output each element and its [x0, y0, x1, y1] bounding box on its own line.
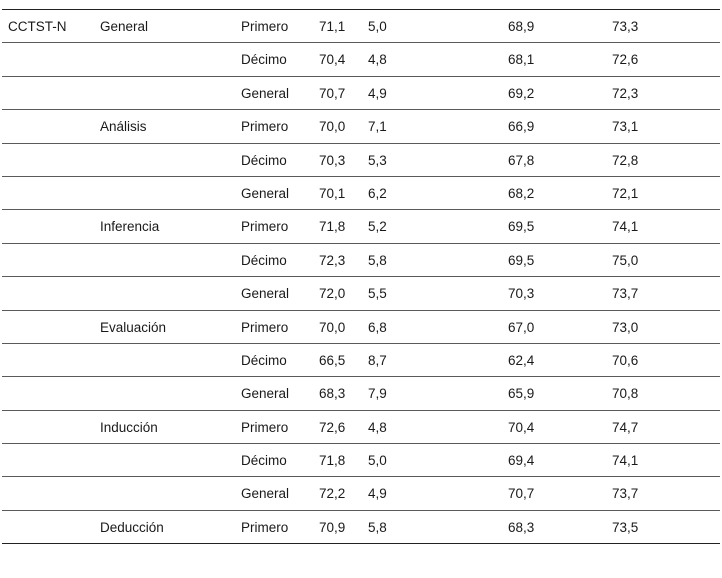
ci-high-cell: 72,3 [612, 85, 639, 101]
ci-high-cell: 72,6 [612, 52, 639, 68]
mean-cell: 70,9 [319, 519, 346, 535]
group-cell: Décimo [241, 352, 287, 368]
sd-cell: 7,1 [368, 119, 387, 135]
table-row [2, 277, 720, 310]
table-row [2, 177, 720, 210]
mean-cell: 70,0 [319, 319, 346, 335]
ci-low-cell: 67,8 [508, 152, 535, 168]
group-cell: Primero [241, 119, 289, 135]
ci-high-cell: 73,5 [612, 519, 639, 535]
sd-cell: 5,2 [368, 219, 387, 235]
mean-cell: 70,1 [319, 185, 346, 201]
sd-cell: 5,8 [368, 252, 387, 268]
group-cell: Primero [241, 519, 289, 535]
table-row [2, 377, 720, 410]
sd-cell: 5,0 [368, 453, 387, 469]
ci-high-cell: 72,8 [612, 152, 639, 168]
group-cell: Primero [241, 419, 289, 435]
sd-cell: 8,7 [368, 352, 387, 368]
ci-low-cell: 70,3 [508, 286, 535, 302]
mean-cell: 72,2 [319, 486, 346, 502]
ci-high-cell: 70,6 [612, 352, 639, 368]
sd-cell: 4,8 [368, 52, 387, 68]
ci-high-cell: 73,7 [612, 286, 639, 302]
ci-low-cell: 68,1 [508, 52, 535, 68]
ci-high-cell: 70,8 [612, 386, 639, 402]
ci-high-cell: 74,1 [612, 453, 639, 469]
dimension-cell: Inducción [100, 419, 158, 435]
ci-high-cell: 73,7 [612, 486, 639, 502]
table-row [2, 10, 720, 43]
dimension-cell: Análisis [100, 119, 147, 135]
ci-low-cell: 65,9 [508, 386, 535, 402]
sd-cell: 6,2 [368, 185, 387, 201]
ci-high-cell: 73,1 [612, 119, 639, 135]
table-row [2, 477, 720, 510]
mean-cell: 71,1 [319, 19, 346, 34]
mean-cell: 70,0 [319, 119, 346, 135]
group-cell: Primero [241, 219, 289, 235]
sd-cell: 5,0 [368, 19, 387, 34]
results-table [2, 9, 720, 544]
group-cell: General [241, 286, 290, 302]
table-row [2, 411, 720, 444]
ci-high-cell: 75,0 [612, 252, 639, 268]
mean-cell: 70,4 [319, 52, 346, 68]
ci-high-cell: 72,1 [612, 185, 639, 201]
group-cell: General [241, 486, 290, 502]
ci-high-cell: 74,7 [612, 419, 639, 435]
table-row [2, 144, 720, 177]
ci-low-cell: 69,5 [508, 252, 535, 268]
ci-low-cell: 67,0 [508, 319, 535, 335]
sd-cell: 7,9 [368, 386, 387, 402]
dimension-cell: General [100, 19, 149, 34]
ci-low-cell: 69,5 [508, 219, 535, 235]
ci-high-cell: 73,0 [612, 319, 639, 335]
table-row [2, 110, 720, 143]
group-cell: General [241, 386, 290, 402]
ci-low-cell: 70,4 [508, 419, 535, 435]
table-row [2, 311, 720, 344]
ci-low-cell: 69,2 [508, 85, 535, 101]
sd-cell: 4,9 [368, 85, 387, 101]
mean-cell: 72,6 [319, 419, 346, 435]
sd-cell: 5,8 [368, 519, 387, 535]
ci-low-cell: 69,4 [508, 453, 535, 469]
dimension-cell: Inferencia [100, 219, 160, 235]
table-row [2, 244, 720, 277]
group-cell: Décimo [241, 152, 287, 168]
mean-cell: 66,5 [319, 352, 346, 368]
sd-cell: 4,9 [368, 486, 387, 502]
ci-low-cell: 66,9 [508, 119, 535, 135]
sd-cell: 4,8 [368, 419, 387, 435]
ci-low-cell: 68,2 [508, 185, 535, 201]
group-cell: General [241, 185, 290, 201]
mean-cell: 72,0 [319, 286, 346, 302]
sd-cell: 6,8 [368, 319, 387, 335]
dimension-cell: Evaluación [100, 319, 167, 335]
table-row [2, 344, 720, 377]
mean-cell: 72,3 [319, 252, 346, 268]
ci-low-cell: 68,3 [508, 519, 535, 535]
ci-low-cell: 62,4 [508, 352, 535, 368]
sd-cell: 5,3 [368, 152, 387, 168]
table-row [2, 210, 720, 243]
table-row [2, 77, 720, 110]
sd-cell: 5,5 [368, 286, 387, 302]
group-cell: Décimo [241, 252, 287, 268]
mean-cell: 68,3 [319, 386, 346, 402]
mean-cell: 70,3 [319, 152, 346, 168]
group-cell: Décimo [241, 453, 287, 469]
mean-cell: 71,8 [319, 219, 346, 235]
mean-cell: 70,7 [319, 85, 346, 101]
group-cell: General [241, 85, 290, 101]
table-row [2, 511, 720, 544]
group-cell: Décimo [241, 52, 287, 68]
ci-low-cell: 68,9 [508, 19, 535, 34]
group-cell: Primero [241, 19, 289, 34]
group-cell: Primero [241, 319, 289, 335]
table-row [2, 43, 720, 76]
ci-high-cell: 73,3 [612, 19, 639, 34]
ci-high-cell: 74,1 [612, 219, 639, 235]
dimension-cell: Deducción [100, 519, 164, 535]
mean-cell: 71,8 [319, 453, 346, 469]
table-row [2, 444, 720, 477]
ci-low-cell: 70,7 [508, 486, 535, 502]
test-cell: CCTST-N [8, 19, 67, 34]
